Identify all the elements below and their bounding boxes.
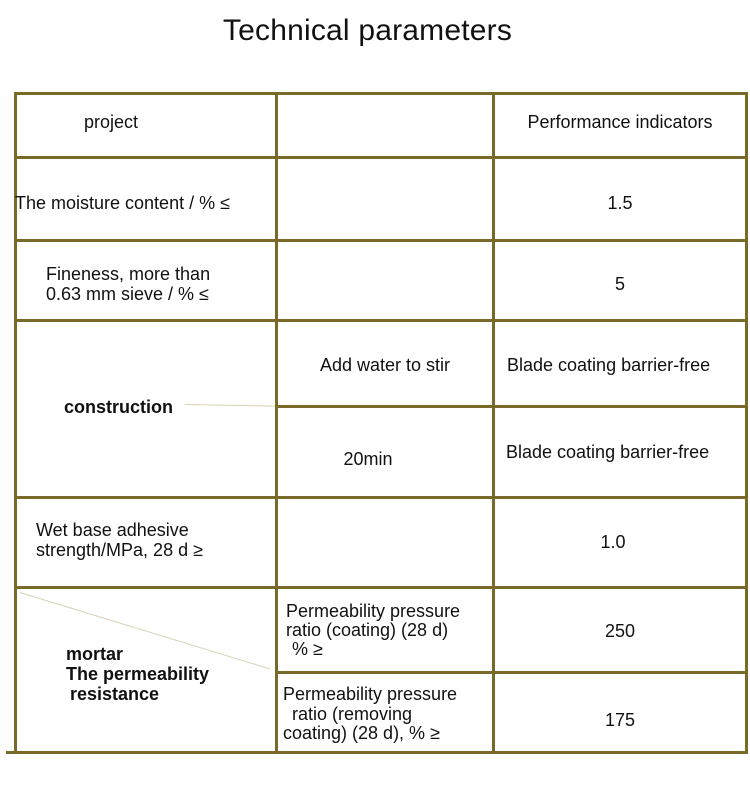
mortar-label-line3: resistance: [70, 684, 160, 704]
header-performance-indicators: Performance indicators: [527, 112, 713, 132]
construction-label: construction: [64, 397, 174, 417]
construction-sub1-value: Blade coating barrier-free: [507, 355, 711, 375]
mortar-sub1-value: 250: [604, 621, 636, 641]
moisture-label: The moisture content / % ≤: [15, 193, 230, 213]
table-border-right: [745, 92, 748, 754]
mortar-sub2-line1: Permeability pressure: [283, 684, 458, 704]
table-border-left: [14, 92, 17, 754]
fineness-label-line1: Fineness, more than: [46, 264, 211, 284]
mortar-label-line1: mortar: [66, 644, 124, 664]
diagonal-mark: [185, 404, 275, 407]
mortar-sub2-line2: ratio (removing: [292, 704, 413, 724]
construction-sub2-value: Blade coating barrier-free: [506, 442, 710, 462]
header-project: project: [84, 112, 139, 132]
mortar-sub1-line3: % ≥: [292, 639, 323, 659]
adhesive-label-line2: strength/MPa, 28 d ≥: [36, 540, 203, 560]
row-divider: [14, 239, 748, 242]
mortar-sub1-line2: ratio (coating) (28 d): [286, 620, 449, 640]
diagonal-mark: [20, 592, 271, 670]
column-divider: [275, 92, 278, 754]
mortar-sub2-value: 175: [604, 710, 636, 730]
mortar-label-line2: The permeability: [66, 664, 210, 684]
construction-sub2-label: 20min: [343, 449, 393, 469]
moisture-value: 1.5: [607, 193, 633, 213]
row-divider: [14, 319, 748, 322]
fineness-value: 5: [614, 274, 625, 294]
row-divider: [14, 156, 748, 159]
table-border-bottom: [6, 751, 748, 754]
mortar-sub1-line1: Permeability pressure: [286, 601, 461, 621]
row-divider: [14, 496, 748, 499]
table-border-top: [14, 92, 748, 95]
construction-sub1-label: Add water to stir: [319, 355, 451, 375]
fineness-label-line2: 0.63 mm sieve / % ≤: [46, 284, 209, 304]
page-title: Technical parameters: [222, 14, 513, 47]
sub-row-divider: [276, 671, 748, 674]
sub-row-divider: [276, 405, 748, 408]
row-divider: [14, 586, 748, 589]
adhesive-value: 1.0: [600, 532, 626, 552]
mortar-sub2-line3: coating) (28 d), % ≥: [283, 723, 440, 743]
column-divider: [492, 92, 495, 754]
adhesive-label-line1: Wet base adhesive: [36, 520, 189, 540]
